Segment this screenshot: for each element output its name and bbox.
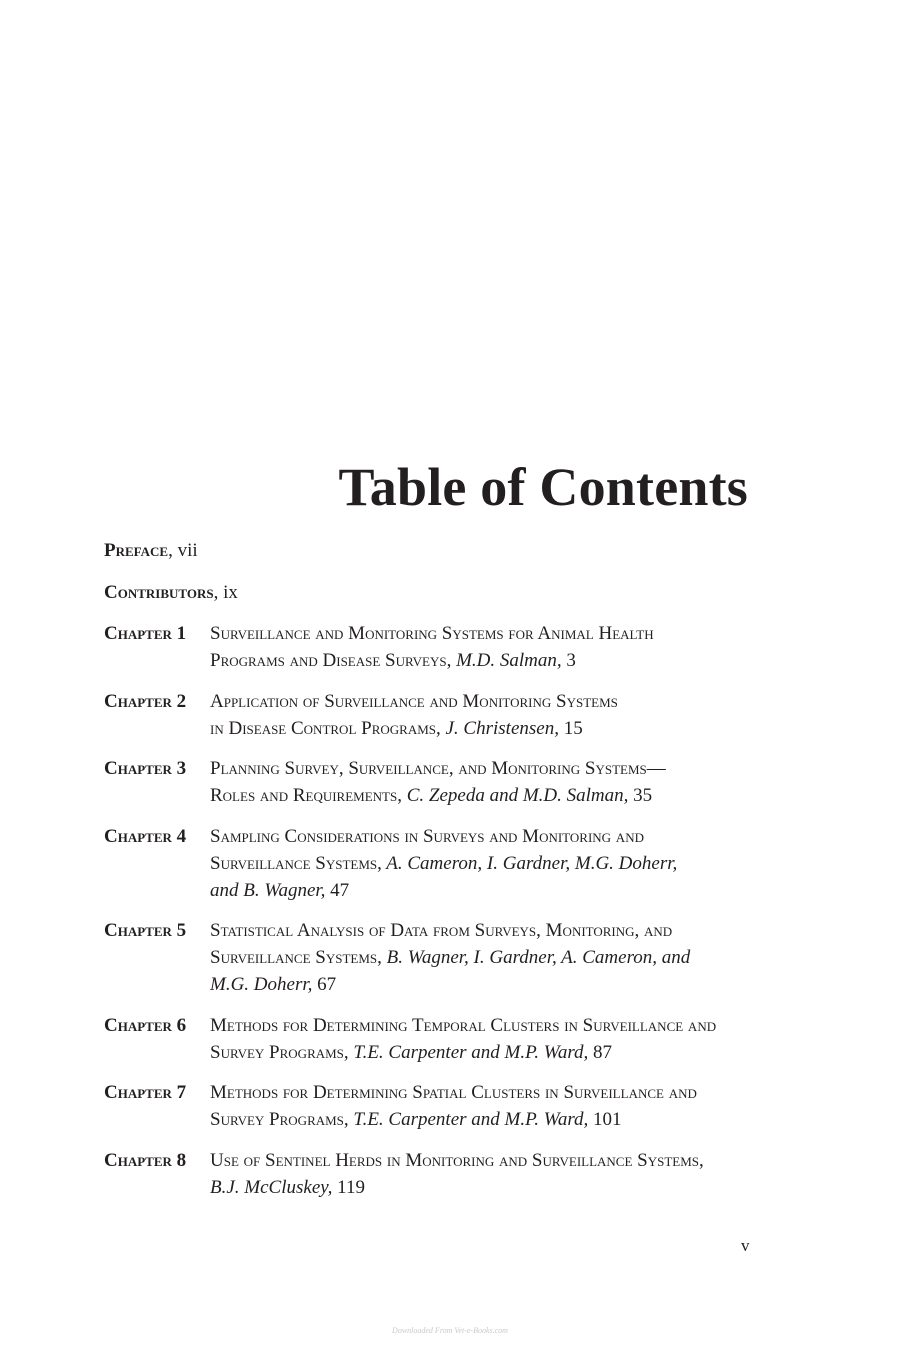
chapter-label: Chapter 1 — [104, 623, 187, 644]
chapter-label: Chapter 5 — [104, 920, 187, 941]
chapter-label: Chapter 7 — [104, 1082, 187, 1103]
chapter-page: 3 — [561, 650, 576, 671]
chapter-title: Surveillance Systems, — [210, 852, 382, 874]
chapter-authors: T.E. Carpenter and M.P. Ward, — [348, 1109, 589, 1130]
chapter-body — [210, 620, 764, 674]
watermark: Downloaded From Vet-e-Books.com — [392, 1326, 508, 1335]
front-matter-label: Preface — [104, 540, 169, 561]
chapter-entry — [104, 917, 764, 998]
chapter-entry — [104, 755, 764, 809]
front-matter-contributors — [104, 579, 238, 606]
chapter-label: Chapter 6 — [104, 1014, 187, 1036]
chapter-title: Methods for Determining Temporal Clusters in Surveillance and — [210, 1014, 717, 1036]
chapter-title: Roles and Requirements, — [210, 785, 402, 806]
chapter-title: in Disease Control Programs, — [210, 717, 441, 739]
chapter-body — [210, 1147, 764, 1201]
chapter-title: Survey Programs, — [210, 1109, 349, 1130]
chapter-line — [210, 971, 764, 998]
chapter-label: Chapter 4 — [104, 825, 187, 847]
chapter-authors: M.G. Doherr, — [210, 974, 313, 995]
chapter-entry — [104, 1012, 764, 1066]
chapter-list — [104, 620, 764, 1214]
chapter-line — [210, 755, 764, 782]
chapter-body — [210, 1079, 764, 1133]
chapter-authors: B.J. McCluskey, — [210, 1176, 333, 1198]
chapter-line — [210, 850, 764, 877]
chapter-line — [210, 1147, 764, 1174]
chapter-entry — [104, 1147, 764, 1201]
chapter-page: 87 — [588, 1041, 613, 1063]
chapter-authors: C. Zepeda and M.D. Salman, — [401, 785, 629, 806]
chapter-title: Programs and Disease Surveys, — [210, 650, 452, 671]
chapter-label: Chapter 8 — [104, 1149, 187, 1171]
front-matter-page: ix — [223, 582, 238, 603]
chapter-line — [210, 620, 764, 647]
chapter-authors: and B. Wagner, — [210, 879, 326, 901]
chapter-title: Surveillance Systems, — [210, 947, 382, 968]
chapter-page: 15 — [558, 717, 583, 739]
chapter-page: 119 — [332, 1176, 365, 1198]
chapter-body — [210, 755, 764, 809]
chapter-page: 101 — [588, 1109, 622, 1130]
front-matter-separator: , — [168, 540, 178, 561]
chapter-authors: J. Christensen, — [440, 717, 559, 739]
chapter-title: Statistical Analysis of Data from Surveys, Monitoring, and — [210, 920, 673, 941]
chapter-title: Application of Surveillance and Monitoring Systems — [210, 690, 618, 712]
chapter-authors: A. Cameron, I. Gardner, M.G. Doherr, — [381, 852, 678, 874]
chapter-authors: T.E. Carpenter and M.P. Ward, — [348, 1041, 589, 1063]
chapter-line — [210, 877, 764, 904]
chapter-title: Methods for Determining Spatial Clusters in Surveillance and — [210, 1082, 697, 1103]
chapter-line — [210, 1174, 764, 1201]
chapter-entry — [104, 688, 764, 742]
chapter-entry — [104, 620, 764, 674]
front-matter-preface — [104, 537, 198, 564]
chapter-page: 47 — [325, 879, 350, 901]
chapter-line — [210, 1079, 764, 1106]
chapter-label: Chapter 2 — [104, 690, 187, 712]
chapter-line — [210, 1012, 764, 1039]
page-number: v — [741, 1236, 750, 1255]
chapter-line — [210, 917, 764, 944]
front-matter-label: Contributors — [104, 582, 214, 603]
chapter-title: Survey Programs, — [210, 1041, 349, 1063]
chapter-entry — [104, 823, 764, 904]
page-title: Table of Contents — [338, 457, 748, 517]
chapter-line — [210, 782, 764, 809]
chapter-body — [210, 823, 764, 904]
chapter-line — [210, 715, 764, 742]
chapter-line — [210, 688, 764, 715]
chapter-line — [210, 647, 764, 674]
chapter-line — [210, 1039, 764, 1066]
chapter-title: Planning Survey, Surveillance, and Monitoring Systems— — [210, 758, 666, 779]
chapter-line — [210, 1106, 764, 1133]
chapter-page: 35 — [628, 785, 653, 806]
front-matter-separator: , — [213, 582, 224, 603]
chapter-entry — [104, 1079, 764, 1133]
chapter-title: Surveillance and Monitoring Systems for Animal Health — [210, 623, 654, 644]
chapter-line — [210, 823, 764, 850]
chapter-body — [210, 917, 764, 998]
front-matter-page: vii — [177, 540, 198, 561]
chapter-line — [210, 944, 764, 971]
chapter-title: Sampling Considerations in Surveys and Monitoring and — [210, 825, 644, 847]
chapter-authors: M.D. Salman, — [451, 650, 562, 671]
chapter-authors: B. Wagner, I. Gardner, A. Cameron, and — [381, 947, 691, 968]
chapter-page: 67 — [312, 974, 337, 995]
chapter-body — [210, 688, 764, 742]
chapter-title: Use of Sentinel Herds in Monitoring and Surveillance Systems, — [210, 1149, 704, 1171]
chapter-label: Chapter 3 — [104, 758, 187, 779]
chapter-body — [210, 1012, 764, 1066]
